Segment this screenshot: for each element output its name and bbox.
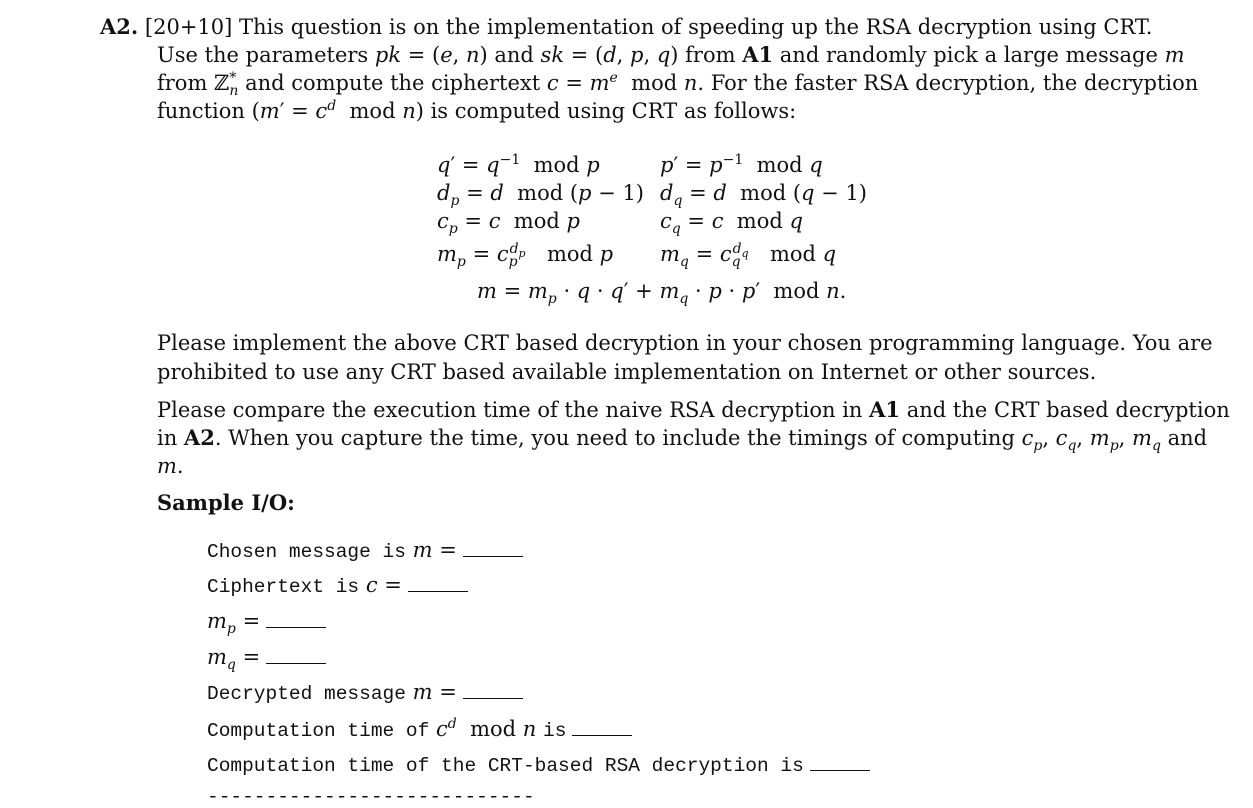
sample-mp: $m_p$ = [207, 609, 326, 637]
sample-chosen-label: Chosen message is [207, 541, 406, 563]
blank-m [463, 538, 523, 557]
sample-decrypted-label: Decrypted message [207, 683, 406, 705]
eq-final: $m = m_p \cdot q \cdot q' + m_q \cdot p \cdot p'$ mod n. [477, 279, 847, 308]
blank-c [408, 573, 468, 592]
para3-line2: in A2. When you capture the time, you need to include the timings of computing $c_p$, $c_q$, $m_p$, $m_q$ and [157, 425, 1208, 455]
sample-dashes: ---------------------------- [207, 786, 535, 808]
sample-io-heading: Sample I/O: [157, 490, 295, 515]
blank-mq [266, 645, 326, 664]
sample-chosen-message: Chosen message is m = [207, 538, 523, 563]
eq-dp: $d_p = d$ mod (p − 1) [437, 181, 644, 210]
para2-line1: Please implement the above CRT based decryption in your chosen programming language. You are [157, 331, 1213, 355]
sample-time-naive-is: is [543, 720, 567, 742]
eq-q-prime: $q' = q^{-1}$ mod p [437, 152, 600, 177]
question-intro: This question is on the implementation of speeding up the RSA decryption using CRT. [239, 15, 1153, 39]
para3-line1: Please compare the execution time of the naive RSA decryption in A1 and the CRT based decryption [157, 397, 1230, 422]
question-line-4: function ($m' = c^d$ mod n) is computed using CRT as follows: [157, 98, 797, 123]
para2-line2: prohibited to use any CRT based available implementation on Internet or other sources. [157, 360, 1097, 384]
sample-mq: $m_q$ = [207, 645, 326, 673]
eq-cp: $c_p = c$ mod p [437, 209, 580, 238]
question-line-2: Use the parameters pk = (e, n) and sk = (d, p, q) from A1 and randomly pick a large message m [157, 42, 1185, 67]
blank-mp [266, 609, 326, 628]
eq-dq: $d_q = d$ mod (q − 1) [660, 181, 867, 210]
sample-time-naive: Computation time of $c^d$ mod n is [207, 716, 632, 742]
para3-line3: m. [157, 454, 184, 478]
sample-time-crt [207, 752, 870, 777]
eq-p-prime: $p' = p^{-1}$ mod q [660, 152, 823, 177]
question-marks: [20+10] [144, 15, 233, 39]
question-label: A2. [100, 14, 139, 39]
question-header-line [100, 14, 1152, 39]
question-line-3: from ℤ*$_n$ and compute the ciphertext $c = m^e$ mod n. For the faster RSA decryption, the decryption [157, 70, 1199, 100]
eq-cq: $c_q = c$ mod q [660, 209, 803, 238]
blank-decrypted [463, 680, 523, 699]
blank-time-naive [572, 717, 632, 736]
sample-time-naive-label: Computation time of [207, 720, 430, 742]
sample-ciphertext-label: Ciphertext is [207, 576, 360, 598]
sample-time-crt-label: Computation time of the CRT-based RSA decryption is [207, 755, 804, 777]
sample-decrypted: Decrypted message m = [207, 680, 523, 705]
blank-time-crt [810, 752, 870, 771]
sample-ciphertext: Ciphertext is c = [207, 573, 468, 598]
eq-mp: $m_p = c_p^{d_p}$ mod p [437, 241, 614, 271]
eq-mq: $m_q = c_q^{d_q}$ mod q [660, 241, 837, 271]
